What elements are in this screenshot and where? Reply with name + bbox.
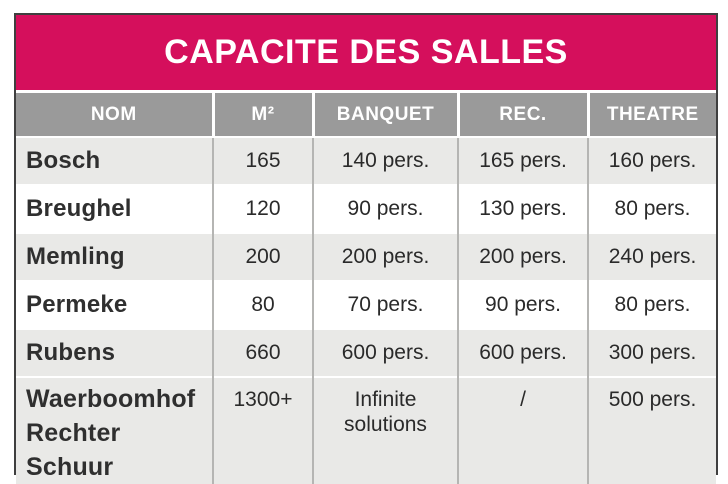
table-row-waerboomhof bbox=[16, 377, 716, 484]
room-name: Permeke bbox=[16, 281, 213, 329]
room-banquet: 70 pers. bbox=[313, 281, 458, 329]
room-banquet: Infinite solutions bbox=[313, 377, 458, 484]
room-rec: 130 pers. bbox=[458, 185, 588, 233]
table-row-permeke bbox=[16, 281, 716, 329]
room-banquet: 140 pers. bbox=[313, 137, 458, 185]
room-m2: 660 bbox=[213, 329, 313, 377]
room-m2: 200 bbox=[213, 233, 313, 281]
room-name: Waerboomhof Rechter Schuur bbox=[16, 377, 213, 484]
room-banquet: 600 pers. bbox=[313, 329, 458, 377]
room-theatre: 160 pers. bbox=[588, 137, 716, 185]
room-m2: 120 bbox=[213, 185, 313, 233]
room-theatre: 300 pers. bbox=[588, 329, 716, 377]
header-row bbox=[16, 93, 716, 137]
column-header-m2: M² bbox=[213, 93, 313, 137]
room-name: Memling bbox=[16, 233, 213, 281]
table-row-bosch bbox=[16, 137, 716, 185]
room-banquet: 90 pers. bbox=[313, 185, 458, 233]
room-theatre: 240 pers. bbox=[588, 233, 716, 281]
room-name: Breughel bbox=[16, 185, 213, 233]
room-banquet: 200 pers. bbox=[313, 233, 458, 281]
rooms-table bbox=[16, 93, 716, 484]
room-m2: 165 bbox=[213, 137, 313, 185]
room-m2: 80 bbox=[213, 281, 313, 329]
room-rec: / bbox=[458, 377, 588, 484]
column-header-nom: NOM bbox=[16, 93, 213, 137]
room-m2: 1300+ bbox=[213, 377, 313, 484]
table-row-rubens bbox=[16, 329, 716, 377]
column-header-theatre: THEATRE bbox=[588, 93, 716, 137]
room-rec: 200 pers. bbox=[458, 233, 588, 281]
column-header-rec: REC. bbox=[458, 93, 588, 137]
room-name: Rubens bbox=[16, 329, 213, 377]
table-title-band bbox=[16, 15, 716, 93]
table-row-breughel bbox=[16, 185, 716, 233]
room-rec: 90 pers. bbox=[458, 281, 588, 329]
room-rec: 165 pers. bbox=[458, 137, 588, 185]
room-theatre: 80 pers. bbox=[588, 281, 716, 329]
room-theatre: 80 pers. bbox=[588, 185, 716, 233]
table-row-memling bbox=[16, 233, 716, 281]
capacity-table bbox=[14, 13, 718, 481]
room-name: Bosch bbox=[16, 137, 213, 185]
room-rec: 600 pers. bbox=[458, 329, 588, 377]
table-title: CAPACITE DES SALLES bbox=[164, 33, 568, 71]
room-theatre: 500 pers. bbox=[588, 377, 716, 484]
column-header-banquet: BANQUET bbox=[313, 93, 458, 137]
